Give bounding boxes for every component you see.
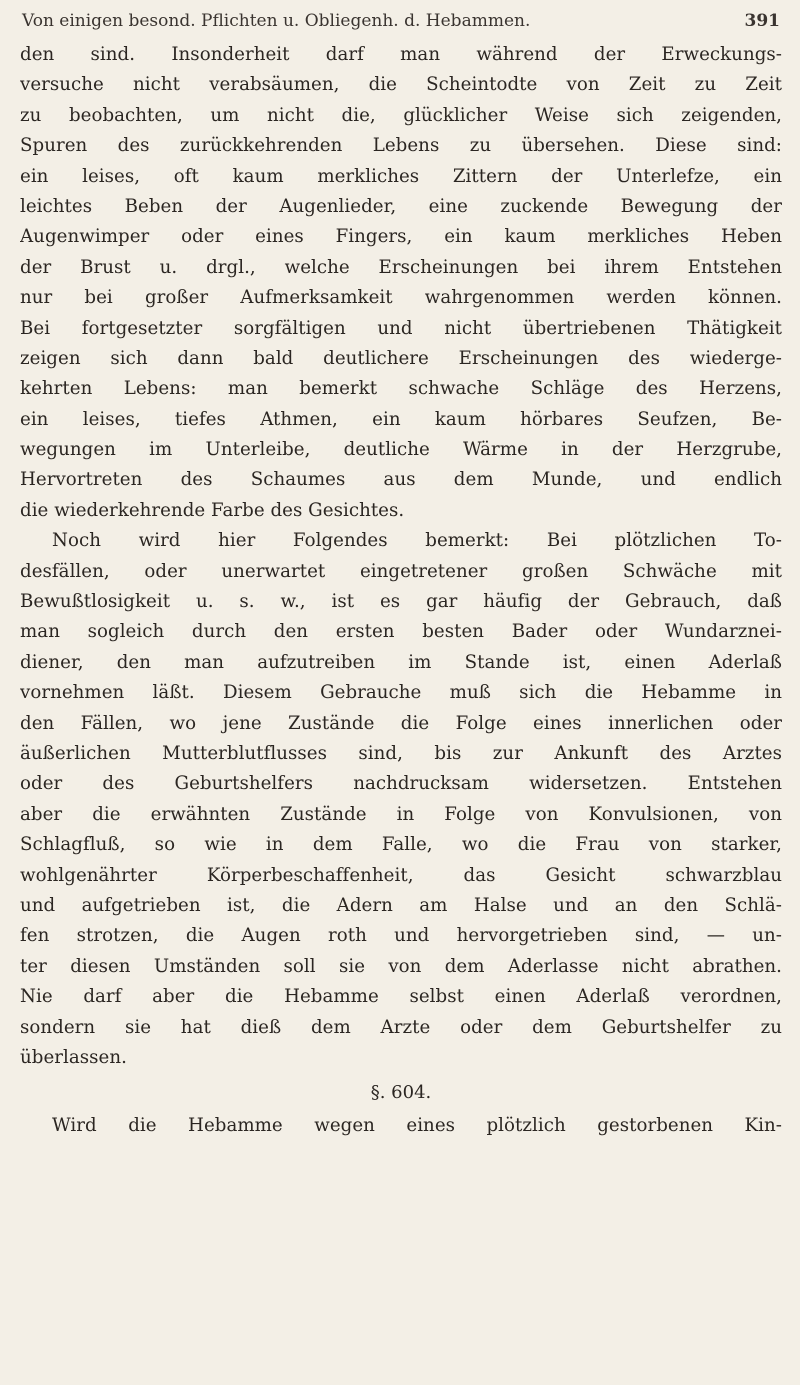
text-line: äußerlichen Mutterblutflusses sind, bis zur Ankunft des Arztes [20,742,782,764]
text-line: man sogleich durch den ersten besten Bader oder Wundarznei- [20,621,782,643]
text-line: Wird die Hebamme wegen eines plötzlich gestorbenen Kin- [52,1115,782,1137]
text-line: Nie darf aber die Hebamme selbst einen Aderlaß verordnen, [20,986,782,1008]
text-line: Spuren des zurückkehrenden Lebens zu übersehen. Diese sind: [20,135,782,157]
body-text [20,40,782,1142]
text-line: Schlagfluß, so wie in dem Falle, wo die Frau von starker, [20,834,782,856]
text-line: desfällen, oder unerwartet eingetretener großen Schwäche mit [20,560,782,582]
text-line: kehrten Lebens: man bemerkt schwache Schläge des Herzens, [20,378,782,400]
text-line: Bei fortgesetzter sorgfältigen und nicht übertriebenen Thätigkeit [20,317,782,339]
text-line: vornehmen läßt. Diesem Gebrauche muß sich die Hebamme in [20,682,782,704]
text-line: Bewußtlosigkeit u. s. w., ist es gar häufig der Gebrauch, daß [20,591,782,613]
text-line: sondern sie hat dieß dem Arzte oder dem Geburtshelfer zu [20,1016,782,1038]
text-line: den sind. Insonderheit darf man während der Erweckungs- [20,44,782,65]
text-line: zeigen sich dann bald deutlichere Erscheinungen des wiederge- [20,347,782,369]
text-line: Noch wird hier Folgendes bemerkt: Bei plötzlichen To- [52,530,782,552]
text-line: aber die erwähnten Zustände in Folge von Konvulsionen, von [20,803,782,825]
page-number: 391 [744,11,780,31]
text-line: leichtes Beben der Augenlieder, eine zuckende Bewegung der [20,195,782,217]
text-line: diener, den man aufzutreiben im Stande ist, einen Aderlaß [20,651,782,673]
text-line: den Fällen, wo jene Zustände die Folge eines innerlichen oder [20,712,782,734]
text-line: der Brust u. drgl., welche Erscheinungen bei ihrem Entstehen [20,256,782,278]
text-line: ter diesen Umständen soll sie von dem Aderlasse nicht abrathen. [20,955,782,977]
text-line: zu beobachten, um nicht die, glücklicher Weise sich zeigenden, [20,104,782,126]
text-line: ein leises, oft kaum merkliches Zittern der Unterlefze, ein [20,165,782,187]
running-head [20,6,782,36]
text-line: ein leises, tiefes Athmen, ein kaum hörbares Seufzen, Be- [20,408,782,430]
text-line: Hervortreten des Schaumes aus dem Munde, und endlich [20,469,782,491]
text-line: wegungen im Unterleibe, deutliche Wärme in der Herzgrube, [20,439,782,461]
paragraph [20,526,782,1073]
text-line: oder des Geburtshelfers nachdrucksam widersetzen. Entstehen [20,773,782,795]
text-line: Augenwimper oder eines Fingers, ein kaum merkliches Heben [20,226,782,248]
running-head-title: Von einigen besond. Pflichten u. Obliegenh. d. Hebammen. [22,11,531,31]
paragraph [20,40,782,526]
text-line: überlassen. [20,1046,127,1068]
text-line: fen strotzen, die Augen roth und hervorgetrieben sind, — un- [20,925,782,947]
text-line: wohlgenährter Körperbeschaffenheit, das Gesicht schwarzblau [20,864,782,886]
text-line: nur bei großer Aufmerksamkeit wahrgenommen werden können. [20,287,782,309]
text-line: versuche nicht verabsäumen, die Scheintodte von Zeit zu Zeit [20,74,782,96]
section-heading: §. 604. [370,1082,432,1104]
text-line: und aufgetrieben ist, die Adern am Halse und an den Schlä- [20,894,782,916]
text-line: die wiederkehrende Farbe des Gesichtes. [20,499,405,521]
